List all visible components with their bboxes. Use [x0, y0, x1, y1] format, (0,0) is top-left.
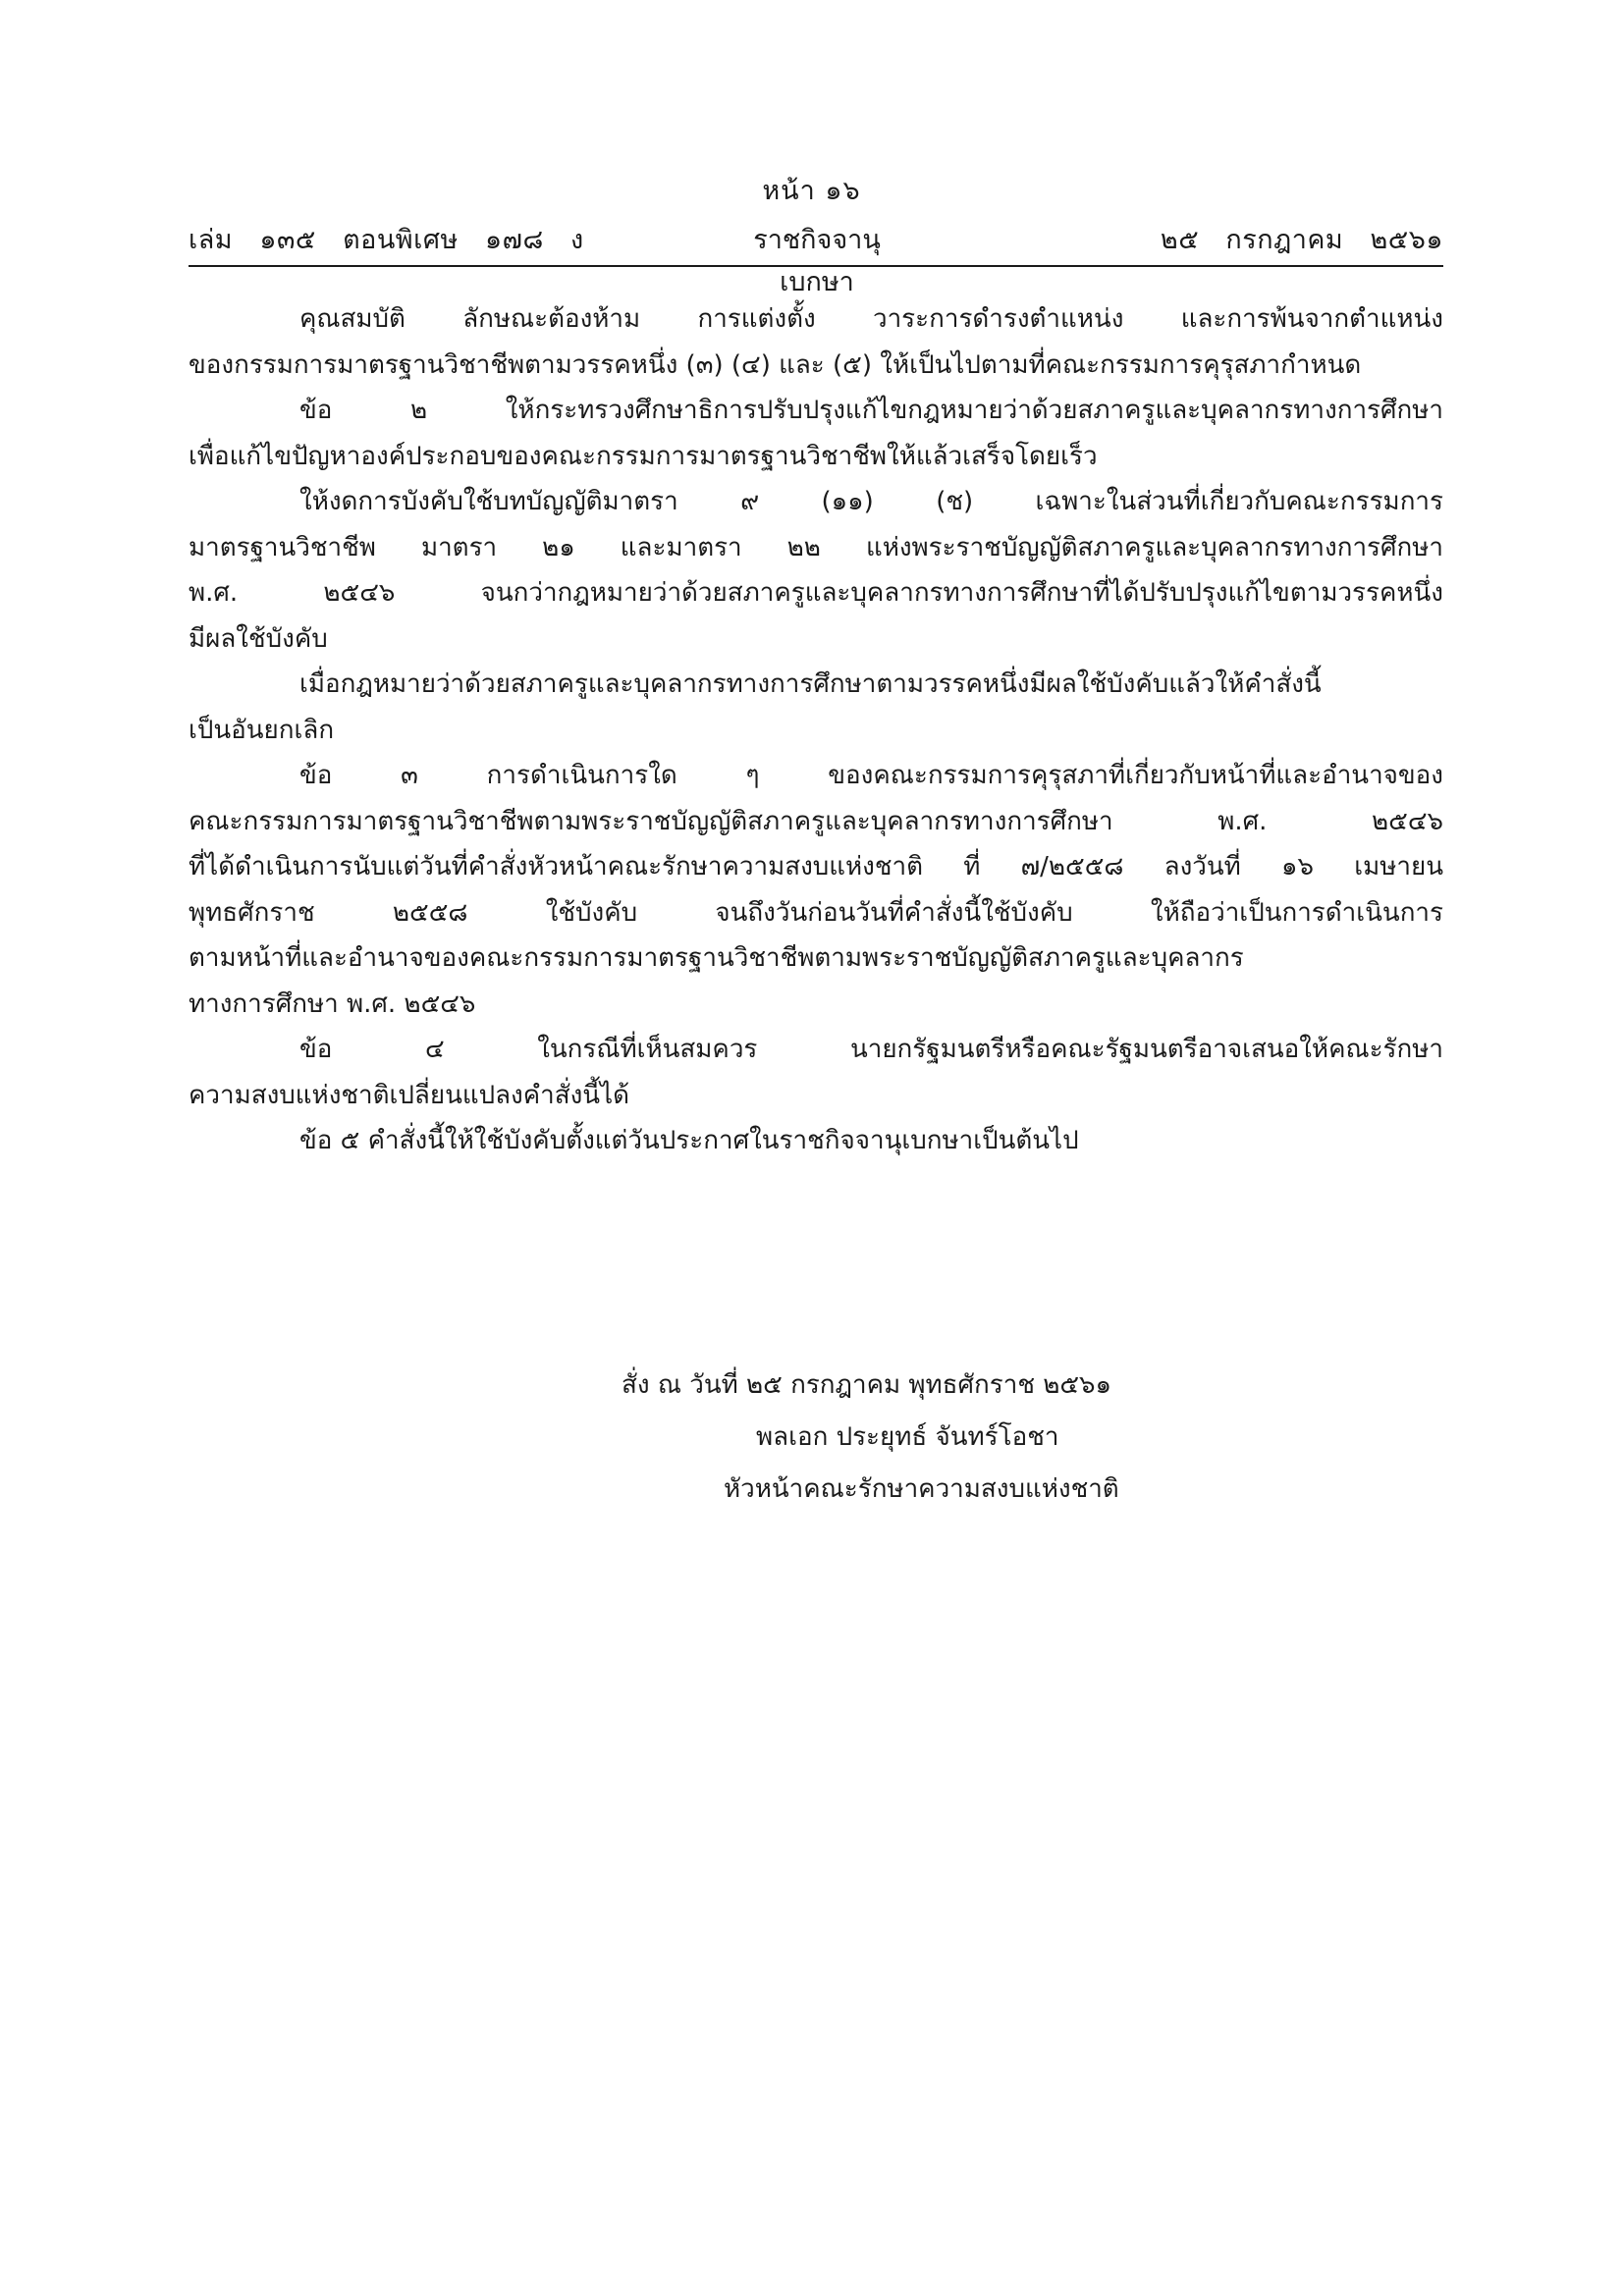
body-line: คณะกรรมการมาตรฐานวิชาชีพตามพระราชบัญญัติสภาครูและบุคลากรทางการศึกษา พ.ศ. ๒๕๔๖	[189, 806, 1443, 836]
body-line: ตามหน้าที่และอำนาจของคณะกรรมการมาตรฐานวิชาชีพตามพระราชบัญญัติสภาครูและบุคลากร	[189, 943, 1244, 973]
body-line: มาตรฐานวิชาชีพ มาตรา ๒๑ และมาตรา ๒๒ แห่งพระราชบัญญัติสภาครูและบุคลากรทางการศึกษา	[189, 532, 1443, 562]
body-line: ความสงบแห่งชาติเปลี่ยนแปลงคำสั่งนี้ได้	[189, 1080, 630, 1110]
signatory-name: พลเอก ประยุทธ์ จันทร์โอชา	[756, 1422, 1059, 1452]
body-line: ของกรรมการมาตรฐานวิชาชีพตามวรรคหนึ่ง (๓) (๔) และ (๕) ให้เป็นไปตามที่คณะกรรมการคุรุสภากำหนด	[189, 349, 1362, 380]
clause-5-line: ข้อ ๕ คำสั่งนี้ให้ใช้บังคับตั้งแต่วันประกาศในราชกิจจานุเบกษาเป็นต้นไป	[299, 1126, 1079, 1155]
body-line: เพื่อแก้ไขปัญหาองค์ประกอบของคณะกรรมการมาตรฐานวิชาชีพให้แล้วเสร็จโดยเร็ว	[189, 441, 1098, 471]
signature-date: สั่ง ณ วันที่ ๒๕ กรกฎาคม พุทธศักราช ๒๕๖๑	[622, 1370, 1112, 1400]
body-line: มีผลใช้บังคับ	[189, 623, 328, 654]
clause-3-line: ข้อ ๓ การดำเนินการใด ๆ ของคณะกรรมการคุรุสภาที่เกี่ยวกับหน้าที่และอำนาจของ	[299, 761, 1443, 790]
body-line: เป็นอันยกเลิก	[189, 715, 335, 745]
body-line: คุณสมบัติ ลักษณะต้องห้าม การแต่งตั้ง วาระการดำรงตำแหน่ง และการพ้นจากตำแหน่ง	[299, 304, 1443, 334]
volume-info: เล่ม ๑๓๕ ตอนพิเศษ ๑๗๘ ง	[189, 225, 584, 255]
body-line: ให้งดการบังคับใช้บทบัญญัติมาตรา ๙ (๑๑) (ช) เฉพาะในส่วนที่เกี่ยวกับคณะกรรมการ	[299, 487, 1443, 516]
gazette-header	[189, 218, 1443, 297]
signature-block	[0, 1360, 1623, 1516]
page-number: หน้า ๑๖	[762, 176, 861, 206]
header-divider	[189, 265, 1443, 267]
body-line: ที่ได้ดำเนินการนับแต่วันที่คำสั่งหัวหน้าคณะรักษาความสงบแห่งชาติ ที่ ๗/๒๕๕๘ ลงวันที่ ๑๖ เมษายน	[189, 852, 1443, 881]
body-line: พุทธศักราช ๒๕๕๘ ใช้บังคับ จนถึงวันก่อนวันที่คำสั่งนี้ใช้บังคับ ให้ถือว่าเป็นการดำเนินการ	[189, 897, 1443, 928]
publication-name: ราชกิจจานุเบกษา	[753, 225, 881, 297]
body-line: ทางการศึกษา พ.ศ. ๒๕๔๖	[189, 988, 476, 1019]
clause-4-line: ข้อ ๔ ในกรณีที่เห็นสมควร นายกรัฐมนตรีหรือคณะรัฐมนตรีอาจเสนอให้คณะรักษา	[299, 1035, 1443, 1064]
body-line: เมื่อกฎหมายว่าด้วยสภาครูและบุคลากรทางการศึกษาตามวรรคหนึ่งมีผลใช้บังคับแล้วให้คำสั่งนี้	[299, 669, 1322, 699]
clause-2-line: ข้อ ๒ ให้กระทรวงศึกษาธิการปรับปรุงแก้ไขกฎหมายว่าด้วยสภาครูและบุคลากรทางการศึกษา	[299, 396, 1443, 425]
body-line: พ.ศ. ๒๕๔๖ จนกว่ากฎหมายว่าด้วยสภาครูและบุคลากรทางการศึกษาที่ได้ปรับปรุงแก้ไขตามวรรคหนึ่ง	[189, 578, 1443, 608]
publication-date: ๒๕ กรกฎาคม ๒๕๖๑	[1160, 225, 1443, 255]
signatory-title: หัวหน้าคณะรักษาความสงบแห่งชาติ	[724, 1474, 1119, 1504]
order-body	[189, 296, 1443, 1164]
